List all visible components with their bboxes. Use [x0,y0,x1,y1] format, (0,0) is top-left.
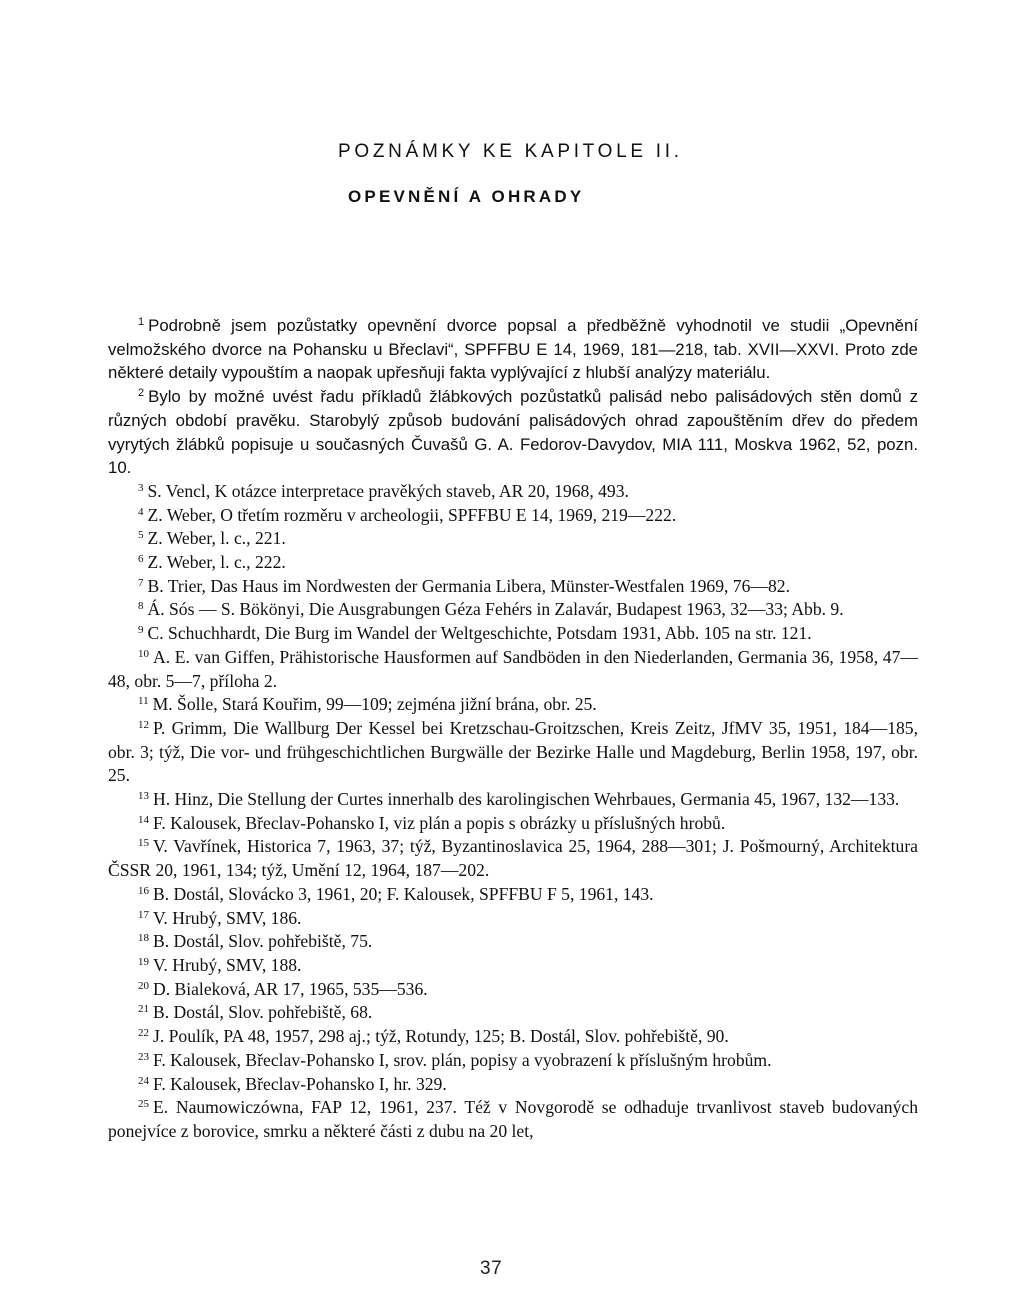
footnote-text: F. Kalousek, Břeclav-Pohansko I, srov. plán, popisy a vyobrazení k příslušným hrobům. [153,1049,772,1070]
footnote-number: 11 [138,695,149,708]
footnote [108,1025,918,1049]
footnote [108,954,918,978]
footnote-number: 19 [138,955,149,968]
footnote-text: C. Schuchhardt, Die Burg im Wandel der Weltgeschichte, Potsdam 1931, Abb. 105 na str. 121. [147,623,812,644]
footnote [108,835,918,882]
footnote [108,978,918,1002]
footnote-number: 3 [138,481,144,494]
footnote [108,646,918,693]
footnote [108,930,918,954]
footnote-number: 18 [138,932,149,945]
footnote [108,622,918,646]
footnote-number: 15 [138,837,149,850]
footnote [108,1049,918,1073]
footnote-number: 16 [138,884,149,897]
footnote-number: 7 [138,576,144,589]
footnote [108,883,918,907]
chapter-notes-title: POZNÁMKY KE KAPITOLE II. [338,141,683,162]
footnote-number: 8 [138,600,144,613]
footnote-text: M. Šolle, Stará Kouřim, 99—109; zejména jižní brána, obr. 25. [152,694,597,715]
footnote [108,385,918,480]
chapter-subtitle: OPEVNĚNÍ A OHRADY [348,187,585,206]
footnote-text: Z. Weber, l. c., 221. [147,528,286,549]
footnote-text: V. Hrubý, SMV, 188. [153,954,302,975]
footnote [108,527,918,551]
footnote-number: 2 [138,387,145,400]
footnote-text: J. Poulík, PA 48, 1957, 298 aj.; týž, Rotundy, 125; B. Dostál, Slov. pohřebiště, 90. [153,1026,729,1047]
footnote-text: P. Grimm, Die Wallburg Der Kessel bei Kretzschau-Groitzschen, Kreis Zeitz, JfMV 35, 1951, 184—185, obr. 3; týž, Die vor- und frühgeschichtlichen Burgwälle der Bezirke Halle und Magdeburg, Berlin 1958, 197, obr. 25. [108,717,918,786]
footnote [108,551,918,575]
footnote-text: F. Kalousek, Břeclav-Pohansko I, hr. 329. [153,1073,447,1094]
footnote [108,575,918,599]
footnote-text: V. Vavřínek, Historica 7, 1963, 37; týž, Byzantinoslavica 25, 1964, 288—301; J. Pošmourný, Architektura ČSSR 20, 1961, 134; týž, Umění 12, 1964, 187—202. [108,836,918,881]
footnote-text: A. E. van Giffen, Prähistorische Hausformen auf Sandböden in den Niederlanden, Germania 36, 1958, 47—48, obr. 5—7, příloha 2. [108,646,918,691]
footnote [108,1001,918,1025]
footnote [108,693,918,717]
footnotes-list [108,314,918,1144]
footnote-number: 17 [138,908,149,921]
footnote-number: 4 [138,505,144,518]
footnote [108,504,918,528]
footnote-text: B. Dostál, Slov. pohřebiště, 68. [153,1002,373,1023]
footnote-text: Podrobně jsem pozůstatky opevnění dvorce popsal a předběžně vyhodnotil ve studii „Opevnění velmožského dvorce na Pohansku u Břeclavi“, SPFFBU E 14, 1969, 181—218, tab. XVII—XXVI. Proto zde některé detaily vypouštím a naopak upřesňuji fakta vyplývající z hlubší analýzy materiálu. [108,316,918,383]
footnote-text: Á. Sós — S. Bökönyi, Die Ausgrabungen Géza Fehérs in Zalavár, Budapest 1963, 32—33; Abb. 9. [147,599,844,620]
footnote-number: 13 [138,790,149,803]
footnote-text: E. Naumowiczówna, FAP 12, 1961, 237. Též v Novgorodě se odhaduje trvanlivost staveb budovaných ponejvíce z borovice, smrku a některé části z dubu na 20 let, [108,1097,918,1141]
footnote [108,1073,918,1097]
footnote-number: 20 [138,979,149,992]
footnote-number: 21 [138,1003,149,1016]
footnote-number: 6 [138,553,144,566]
footnote [108,812,918,836]
footnote-number: 12 [138,718,149,731]
footnote-text: H. Hinz, Die Stellung der Curtes innerhalb des karolingischen Wehrbaues, Germania 45, 1967, 132—133. [153,789,900,810]
footnote-number: 24 [138,1074,149,1087]
footnote-text: S. Vencl, K otázce interpretace pravěkých staveb, AR 20, 1968, 493. [147,480,629,501]
footnote-text: B. Dostál, Slov. pohřebiště, 75. [153,931,373,952]
footnote-text: V. Hrubý, SMV, 186. [153,907,302,928]
footnote [108,314,918,385]
footnote-text: F. Kalousek, Břeclav-Pohansko I, viz plán a popis s obrázky u příslušných hrobů. [153,812,726,833]
footnote [108,480,918,504]
footnote-number: 1 [138,316,145,328]
footnote-number: 9 [138,624,144,637]
footnote-text: B. Trier, Das Haus im Nordwesten der Germania Libera, Münster-Westfalen 1969, 76—82. [147,575,790,596]
footnote [108,717,918,788]
footnote-text: Z. Weber, O třetím rozměru v archeologii, SPFFBU E 14, 1969, 219—222. [147,504,677,525]
footnote-number: 22 [138,1027,149,1040]
footnote-number: 14 [138,813,149,826]
page-number: 37 [480,1258,503,1279]
footnote-text: Bylo by možné uvést řadu příkladů žlábkových pozůstatků palisád nebo palisádových stěn domů z různých období pravěku. Starobylý způsob budování palisádových ohrad zapouštěním dřev do předem vyrytých žlábků popisuje u současných Čuvašů G. A. Fedorov-Davydov, MIA 111, Moskva 1962, 52, pozn. 10. [108,387,918,478]
footnote-text: D. Bialeková, AR 17, 1965, 535—536. [153,978,428,999]
footnote [108,907,918,931]
footnote-number: 10 [138,647,149,660]
footnote-number: 5 [138,529,144,542]
footnote-text: B. Dostál, Slovácko 3, 1961, 20; F. Kalousek, SPFFBU F 5, 1961, 143. [153,883,654,904]
footnote [108,788,918,812]
footnote [108,598,918,622]
footnote [108,1096,918,1143]
footnote-text: Z. Weber, l. c., 222. [147,552,286,573]
footnote-number: 23 [138,1050,149,1063]
footnote-number: 25 [138,1098,149,1111]
